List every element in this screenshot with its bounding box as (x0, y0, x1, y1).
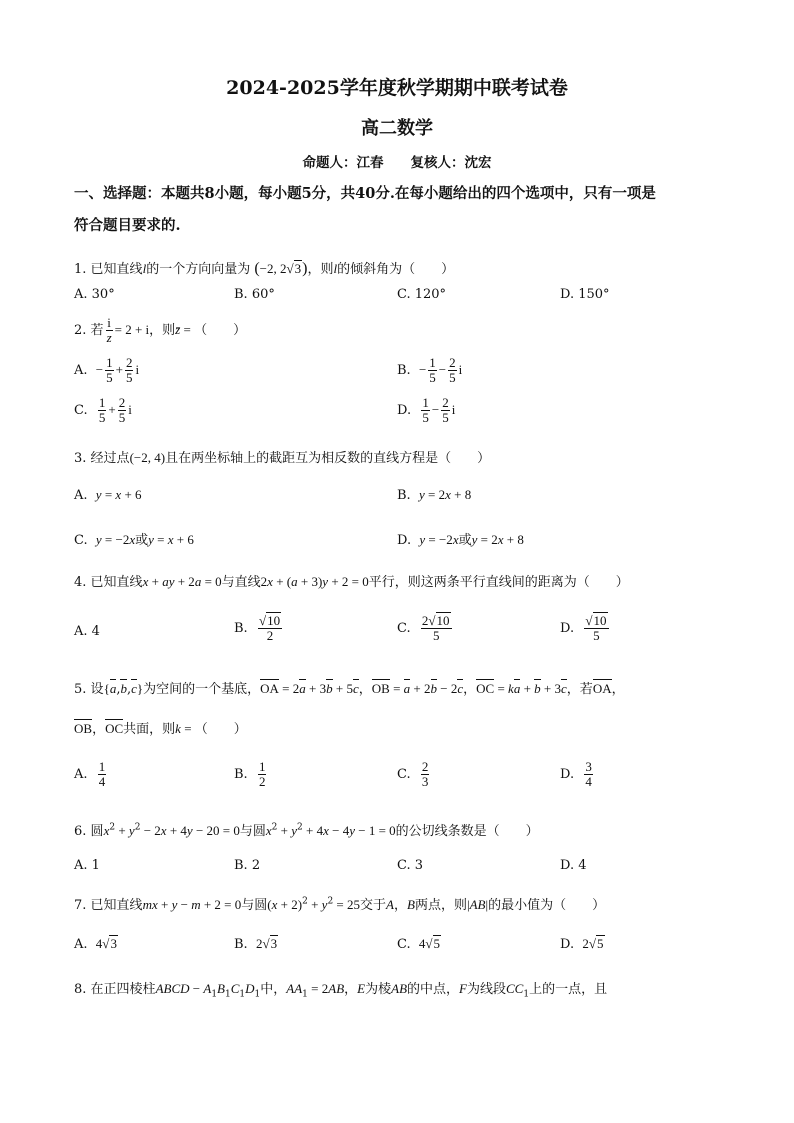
section-heading: 一、选择题：本题共8小题，每小题5分，共40分.在每小题给出的四个选项中，只有一项是 (74, 185, 656, 202)
q3-option-b[interactable]: B. y = 2x + 8 (397, 487, 472, 503)
question-6: 6. 圆$x^2 + y^2 - 2x + 4y - 20 = 0$与圆$x^2 + y^2 + 4x - 4y - 1 = 0$的公切线条数是（ ） (74, 822, 539, 839)
q5-option-c[interactable]: C. $\frac{2}{3}$ (397, 759, 429, 789)
q5-option-a[interactable]: A. $\frac{1}{4}$ (74, 759, 106, 789)
q7-option-a[interactable]: A. 4√3 (74, 936, 117, 952)
q6-option-c[interactable]: C. 3 (397, 858, 424, 873)
question-1: 1. 已知直线l的一个方向向量为 (−2, 2√3)，则l的倾斜角为（ ） (74, 260, 455, 277)
q6-option-d[interactable]: D. 4 (560, 858, 587, 873)
q2-option-a[interactable]: A. − $\frac{1}{5}$ + $\frac{2}{5}$ i (74, 355, 140, 385)
question-5-cont: OB，OC共面，则k = （ ） (74, 721, 247, 737)
q5-option-d[interactable]: D. $\frac{3}{4}$ (560, 759, 592, 789)
question-7: 7. 已知直线mx + y − m + 2 = 0与圆$(x + 2)^2 + y^2 = 25$交于A，B两点，则|AB|的最小值为（ ） (74, 896, 606, 913)
q3-option-a[interactable]: A. y = x + 6 (74, 487, 142, 503)
subject-title: 高二数学 (361, 118, 433, 139)
q2-option-c[interactable]: C. $\frac{1}{5}$ + $\frac{2}{5}$ i (74, 395, 132, 425)
q7-option-d[interactable]: D. 2√5 (560, 936, 604, 952)
q5-option-b[interactable]: B. $\frac{1}{2}$ (234, 759, 266, 789)
question-5: 5. 设{a,b,c}为空间的一个基底，OA = 2a + 3b + 5c，OB = a + 2b − 2c，OC = ka + b + 3c，若OA， (74, 681, 625, 697)
q2-option-b[interactable]: B. − $\frac{1}{5}$ − $\frac{2}{5}$ i (397, 355, 463, 385)
q7-option-c[interactable]: C. 4√5 (397, 936, 441, 952)
question-8: 8. 在正四棱柱ABCD − $A_1B_1C_1D_1$中，$AA_1 = 2AB$，E为棱AB的中点，F为线段$CC_1$上的一点，且 (74, 981, 608, 1000)
q1-option-d[interactable]: D. 150° (560, 287, 610, 302)
q3-option-c[interactable]: C. y = −2x或y = x + 6 (74, 532, 194, 548)
question-4: 4. 已知直线x + ay + 2a = 0与直线2x + (a + 3)y + 2 = 0平行，则这两条平行直线间的距离为（ ） (74, 574, 629, 590)
question-3: 3. 经过点(−2, 4)且在两坐标轴上的截距互为相反数的直线方程是（ ） (74, 450, 491, 466)
q3-option-d[interactable]: D. y = −2x或y = 2x + 8 (397, 532, 524, 548)
authors-line: 命题人：江春 复核人：沈宏 (302, 155, 492, 171)
q6-option-b[interactable]: B. 2 (234, 858, 261, 873)
question-2: 2. 若 $\frac{i}{z}$ = 2 + i，则z̄ = （ ） (74, 315, 247, 345)
q2-option-d[interactable]: D. $\frac{1}{5}$ − $\frac{2}{5}$ i (397, 395, 456, 425)
q7-option-b[interactable]: B. 2√3 (234, 936, 278, 952)
q6-option-a[interactable]: A. 1 (74, 858, 100, 873)
q4-option-a[interactable]: A. 4 (74, 624, 100, 639)
exam-title: 2024-2025学年度秋学期期中联考试卷 (226, 77, 568, 99)
q1-option-a[interactable]: A. 30° (74, 287, 115, 302)
q1-option-c[interactable]: C. 120° (397, 287, 447, 302)
q4-option-b[interactable]: B. $\frac{√10}{2}$ (234, 613, 281, 643)
section-heading-cont: 符合题目要求的. (74, 217, 181, 234)
q4-option-c[interactable]: C. $\frac{2√10}{5}$ (397, 613, 450, 643)
q4-option-d[interactable]: D. $\frac{√10}{5}$ (560, 613, 607, 643)
q1-option-b[interactable]: B. 60° (234, 287, 275, 302)
